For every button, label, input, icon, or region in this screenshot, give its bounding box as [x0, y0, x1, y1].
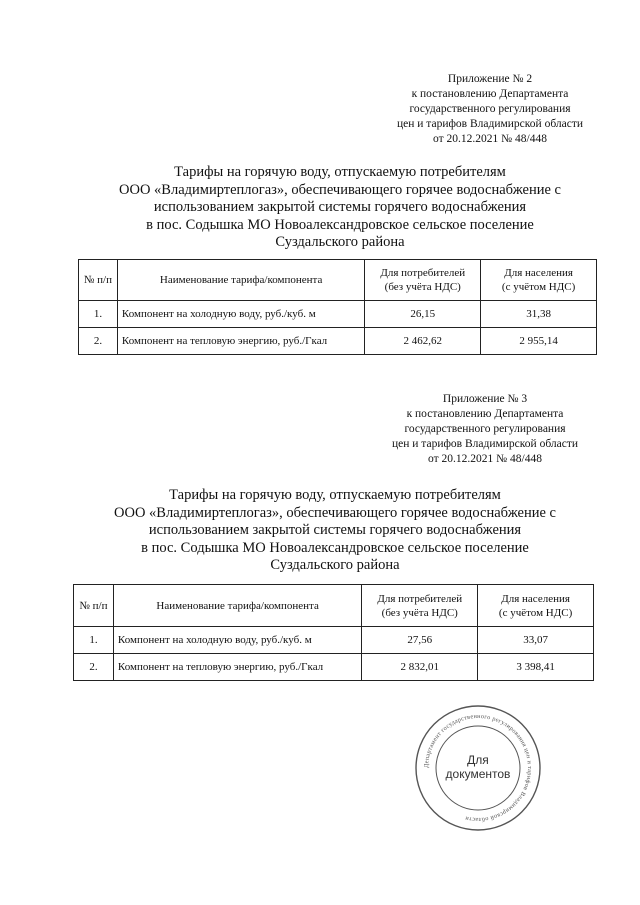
- header-population: [481, 260, 597, 301]
- title-line: Суздальского района: [270, 557, 400, 573]
- row-consumers-value: 27,56: [362, 627, 478, 654]
- table-2-title: [60, 164, 620, 252]
- table-header-row: [79, 260, 597, 301]
- official-stamp: [413, 703, 543, 833]
- header-num: № п/п: [74, 585, 114, 627]
- header-consumers-line2: (без учёта НДС): [384, 281, 461, 293]
- appendix-2-line: к постановлению Департамента: [411, 88, 569, 100]
- header-consumers-line1: Для потребителей: [380, 267, 466, 279]
- header-population-line2: (с учётом НДС): [498, 606, 573, 619]
- header-population-line1: Для населения: [501, 592, 570, 605]
- appendix-3-date: от 20.12.2021 № 48/448: [428, 453, 542, 465]
- row-population-value: 31,38: [481, 301, 597, 328]
- appendix-3-line: государственного регулирования: [404, 423, 566, 435]
- title-line: Тарифы на горячую воду, отпускаемую потребителям: [169, 487, 501, 503]
- row-num: 2.: [79, 328, 118, 355]
- title-line: Тарифы на горячую воду, отпускаемую потребителям: [174, 164, 506, 180]
- appendix-2-number: Приложение № 2: [447, 73, 533, 85]
- row-population-value: 3 398,41: [478, 654, 594, 681]
- header-name: Наименование тарифа/компонента: [117, 260, 364, 301]
- table-row: [74, 654, 594, 681]
- title-line: ООО «Владимиртеплогаз», обеспечивающего горячее водоснабжение с: [114, 504, 556, 521]
- stamp-text-line1: Для: [467, 753, 489, 767]
- title-line: в пос. Содышка МО Новоалександровское сельское поселение: [146, 216, 534, 233]
- row-consumers-value: 26,15: [365, 301, 481, 328]
- appendix-3-line: цен и тарифов Владимирской области: [391, 438, 579, 450]
- appendix-2-line: государственного регулирования: [409, 103, 571, 115]
- title-line: использованием закрытой системы горячего водоснабжения: [148, 522, 522, 538]
- row-population-value: 2 955,14: [481, 328, 597, 355]
- appendix-3-number: Приложение № 3: [442, 393, 528, 405]
- title-line: ООО «Владимиртеплогаз», обеспечивающего горячее водоснабжение с: [119, 181, 561, 198]
- header-consumers-line2: (без учёта НДС): [381, 606, 458, 619]
- row-name: Компонент на тепловую энергию, руб./Гкал: [113, 654, 361, 681]
- row-name: Компонент на тепловую энергию, руб./Гкал: [117, 328, 364, 355]
- title-line: использованием закрытой системы горячего водоснабжения: [153, 199, 527, 215]
- row-name: Компонент на холодную воду, руб./куб. м: [117, 301, 364, 328]
- table-row: [79, 301, 597, 328]
- table-3-title: [55, 487, 615, 575]
- header-name: Наименование тарифа/компонента: [113, 585, 361, 627]
- appendix-2-line: цен и тарифов Владимирской области: [396, 118, 584, 130]
- row-num: 2.: [74, 654, 114, 681]
- table-row: [74, 627, 594, 654]
- appendix-2-date: от 20.12.2021 № 48/448: [433, 133, 547, 145]
- row-consumers-value: 2 462,62: [365, 328, 481, 355]
- table-header-row: [74, 585, 594, 627]
- header-population: [478, 585, 594, 627]
- stamp-ring-text: Департамент государственного регулирования цен и тарифов Владимирской области: [422, 712, 534, 824]
- title-line: Суздальского района: [275, 234, 405, 250]
- appendix-3-header: [375, 392, 595, 467]
- title-line: в пос. Содышка МО Новоалександровское сельское поселение: [141, 539, 529, 556]
- row-population-value: 33,07: [478, 627, 594, 654]
- tariff-table-3: [73, 584, 594, 681]
- appendix-3-line: к постановлению Департамента: [406, 408, 564, 420]
- tariff-table-2: [78, 259, 597, 355]
- row-consumers-value: 2 832,01: [362, 654, 478, 681]
- appendix-2-header: [380, 72, 600, 147]
- header-consumers: [365, 260, 481, 301]
- row-name: Компонент на холодную воду, руб./куб. м: [113, 627, 361, 654]
- stamp-text-line2: документов: [445, 767, 511, 781]
- header-population-line1: Для населения: [504, 267, 573, 279]
- header-consumers-line1: Для потребителей: [377, 592, 463, 605]
- header-consumers: [362, 585, 478, 627]
- stamp-text: [413, 753, 543, 781]
- header-num: № п/п: [79, 260, 118, 301]
- row-num: 1.: [74, 627, 114, 654]
- header-population-line2: (с учётом НДС): [501, 281, 576, 293]
- table-row: [79, 328, 597, 355]
- row-num: 1.: [79, 301, 118, 328]
